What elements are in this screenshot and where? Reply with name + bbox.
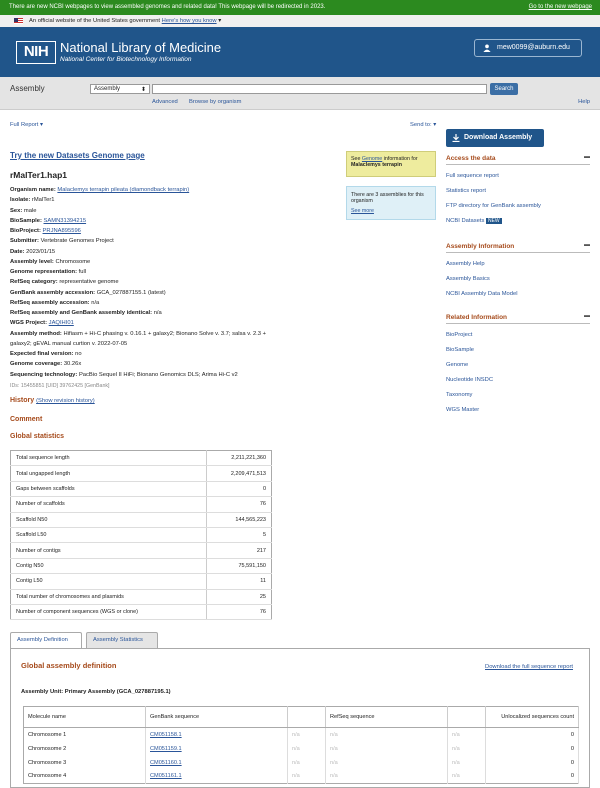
field-label: Expected final version: [10,351,74,357]
refseq-cell: n/a [326,756,448,770]
assembly-unit-title: Assembly Unit: Primary Assembly (GCA_027887195.1) [21,689,171,695]
see-more-link[interactable]: See more [351,208,374,214]
search-db-label: Assembly [10,84,45,93]
stat-label: Total ungapped length [11,466,207,481]
genbank-accession-link[interactable]: CM051159.1 [150,745,182,752]
assemblies-count-text: There are 3 assemblies for this organism [351,192,424,204]
history-heading: History (Show revision history) [10,397,95,404]
gov-text: An official website of the United States government [29,18,161,24]
show-revision-history-link[interactable]: (Show revision history) [36,398,95,404]
field-label: Assembly level: [10,258,54,265]
stat-value: 5 [207,527,272,542]
sidebar-item-full-sequence-report[interactable]: Full sequence report [446,173,499,179]
sidebar-item-ncbi-datasets[interactable]: NCBI Datasets NEW [446,218,500,224]
field-label: RefSeq assembly and GenBank assembly identical: [10,310,153,316]
search-input[interactable] [152,84,487,94]
stat-row [11,558,272,573]
field-row [10,227,81,235]
field-value: n/a [153,310,162,316]
stat-label: Scaffold N50 [11,512,207,527]
field-value: 30.26x [63,361,82,368]
sidebar-item-genome[interactable]: Genome [446,362,469,368]
user-email: mew0099@auburn.edu [497,44,570,51]
field-row [10,299,99,307]
stat-label: Scaffold L50 [11,527,207,542]
stat-value: 2,209,471,513 [207,466,272,481]
sidebar-item-bioproject[interactable]: BioProject [446,332,473,338]
stat-row [11,451,272,466]
stat-row [11,604,272,619]
stat-row [11,574,272,589]
new-webpage-link[interactable]: Go to the new webpage [528,4,592,10]
stat-label: Total sequence length [11,451,207,466]
unlocalized-count: 0 [486,756,579,770]
field-value-link[interactable]: JAQIHI01 [48,320,74,327]
field-row [10,217,86,225]
stat-value: 76 [207,497,272,512]
na-cell: n/a [448,770,486,784]
field-value: Chromosome [55,258,91,265]
sidebar-item-assembly-help[interactable]: Assembly Help [446,261,485,267]
field-value: galaxy2; gEVAL manual curtion v. 2022-07-05 [10,340,128,347]
stat-value: 2,211,221,360 [207,451,272,466]
tab-assembly-definition[interactable]: Assembly Definition [10,632,82,649]
comment-heading: Comment [10,416,43,423]
field-label: BioSample: [10,217,42,224]
stat-value: 0 [207,481,272,496]
us-flag-icon [14,18,23,24]
access-data-title: Access the data [446,155,496,162]
unlocalized-count: 0 [486,728,579,742]
genbank-accession-link[interactable]: CM051160.1 [150,759,182,766]
field-value: n/a [91,299,100,306]
stat-value: 144,565,223 [207,512,272,527]
field-row [10,186,189,194]
field-row [10,289,166,297]
stat-row [11,466,272,481]
sidebar-item-taxonomy[interactable]: Taxonomy [446,392,473,398]
field-label: Sex: [10,207,23,214]
sidebar-item-statistics-report[interactable]: Statistics report [446,188,486,194]
genbank-accession-cell [146,742,288,756]
field-value: representative genome [59,279,119,286]
na-cell: n/a [448,756,486,770]
field-row [10,309,162,317]
stat-label: Total number of chromosomes and plasmids [11,589,207,604]
field-label: BioProject: [10,228,41,234]
send-to-dropdown[interactable]: Send to: ▾ [410,122,437,128]
assemblies-info-box [346,186,436,220]
chevron-down-icon: ⬍ [140,87,146,93]
column-header-molecule: Molecule name [24,707,146,728]
field-row [10,207,36,215]
collapse-icon[interactable]: ▬ [584,313,590,319]
field-value: GCA_027887155.1 (latest) [96,289,166,296]
molecule-name: Chromosome 1 [24,728,146,742]
field-row [10,330,266,338]
na-cell: n/a [288,742,326,756]
sidebar-item-wgs-master[interactable]: WGS Master [446,407,480,413]
global-statistics-table [10,450,272,620]
browse-by-organism-link[interactable]: Browse by organism [189,99,242,105]
field-label: RefSeq assembly accession: [10,299,90,306]
new-badge: NEW [487,218,500,224]
molecule-row [24,728,579,742]
column-header-blank [448,707,486,728]
related-information-section [446,314,590,418]
collapse-icon[interactable]: ▬ [584,242,590,248]
genbank-accession-link[interactable]: CM051161.1 [150,773,182,780]
stat-label: Gaps between scaffolds [11,481,207,496]
help-link[interactable]: Help [578,99,590,105]
sidebar-item-biosample[interactable]: BioSample [446,347,475,353]
field-label: Organism name: [10,187,56,193]
field-label: Isolate: [10,197,31,204]
field-label: Submitter: [10,238,39,245]
stat-row [11,512,272,527]
na-cell: n/a [288,770,326,784]
assembly-information-title: Assembly Information [446,243,515,250]
field-label: Date: [10,248,25,255]
field-label: Genome coverage: [10,361,63,368]
column-header-blank [288,707,326,728]
stat-value: 75,591,150 [207,558,272,573]
field-row [10,371,238,379]
search-bar [0,77,600,110]
genbank-accession-cell [146,728,288,742]
advanced-search-link[interactable]: Advanced [152,99,178,105]
stat-row [11,497,272,512]
related-information-title: Related Information [446,314,508,321]
molecule-name: Chromosome 3 [24,756,146,770]
molecule-row [24,756,579,770]
field-row [10,258,90,266]
field-label: Sequencing technology: [10,371,78,378]
field-value: male [23,207,37,214]
assembly-definition-panel [10,648,590,788]
na-cell: n/a [448,742,486,756]
field-label: WGS Project: [10,320,48,327]
field-label: Assembly method: [10,330,62,337]
field-label: RefSeq category: [10,279,58,286]
global-statistics-heading: Global statistics [10,433,65,440]
field-row [10,278,119,286]
search-button[interactable]: Search [490,83,518,95]
sidebar-item-nucleotide[interactable]: Nucleotide INSDC [446,377,494,383]
column-header-unlocalized: Unlocalized sequences count [486,707,579,728]
field-row [10,340,127,348]
download-icon [452,134,460,142]
field-value: Vertebrate Genomes Project [40,238,114,245]
try-datasets-link[interactable]: Try the new Datasets Genome page [10,151,145,160]
collapse-icon[interactable]: ▬ [584,154,590,160]
nih-logo[interactable]: NIH [16,41,56,64]
sidebar-item-assembly-basics[interactable]: Assembly Basics [446,276,490,282]
stat-value: 217 [207,543,272,558]
stat-label: Number of scaffolds [11,497,207,512]
field-value: PacBio Sequel II HiFi; Bionano Genomics DLS; Arima Hi-C v2 [78,371,238,378]
download-sequence-report-link[interactable]: Download the full sequence report [485,664,573,670]
site-subtitle: National Center for Biotechnology Information [60,56,192,63]
stat-label: Number of component sequences (WGS or clone) [11,604,207,619]
molecule-row [24,770,579,784]
gov-banner: An official website of the United States government Here's how you know ▾ [0,15,600,27]
site-header [0,27,600,77]
genome-link[interactable]: Genome [361,156,383,162]
stat-row [11,589,272,604]
refseq-cell: n/a [326,728,448,742]
field-value-link[interactable]: Malaclemys terrapin pileata (diamondback terrapin) [57,187,190,193]
na-cell: n/a [288,756,326,770]
stat-label: Number of contigs [11,543,207,558]
column-header-genbank: GenBank sequence [146,707,288,728]
full-report-dropdown[interactable]: Full Report ▾ [10,122,43,128]
stat-row [11,527,272,542]
stat-label: Contig L50 [11,574,207,589]
user-account-button[interactable] [474,39,582,57]
genome-info-box: See Genome information for Malaclemys terrapin [346,151,436,177]
banner-message: There are new NCBI webpages to view assembled genomes and related data! This webpage will be redirected in 2023. [9,4,326,10]
field-value: full [78,269,87,275]
unlocalized-count: 0 [486,742,579,756]
sidebar-item-data-model[interactable]: NCBI Assembly Data Model [446,291,518,297]
stat-label: Contig N50 [11,558,207,573]
field-row [10,268,86,276]
field-value: rMalTer1 [31,197,55,204]
stat-value: 25 [207,589,272,604]
sidebar-item-ftp-directory[interactable]: FTP directory for GenBank assembly [446,203,541,209]
stat-row [11,543,272,558]
field-value: no [75,351,82,357]
genbank-accession-cell [146,756,288,770]
assembly-information-section [446,243,590,302]
field-value-link[interactable]: PRJNA895596 [42,228,81,234]
genbank-accession-cell [146,770,288,784]
field-value: Hifiasm + Hi-C phasing v. 0.16.1 + galaxy2; Bionano Solve v. 3.7; salsa v. 2.3 + [63,330,267,337]
na-cell: n/a [448,728,486,742]
ids-line: IDs: 15455851 [UID] 39762425 [GenBank] [10,383,110,389]
refseq-cell: n/a [326,742,448,756]
molecule-table [23,706,579,784]
database-select[interactable]: Assembly ⬍ [90,84,150,94]
stat-value: 76 [207,604,272,619]
molecule-row [24,742,579,756]
heres-how-link[interactable]: Here's how you know [161,18,217,24]
refseq-cell: n/a [326,770,448,784]
stat-value: 11 [207,574,272,589]
assembly-name: rMalTer1.hap1 [10,170,68,180]
download-assembly-button[interactable]: Download Assembly [446,129,544,147]
field-row [10,248,55,256]
na-cell: n/a [288,728,326,742]
column-header-refseq: RefSeq sequence [326,707,448,728]
tab-assembly-statistics[interactable]: Assembly Statistics [86,632,158,649]
genbank-accession-link[interactable]: CM051158.1 [150,731,182,738]
field-row [10,360,81,368]
user-icon [483,44,491,52]
molecule-name: Chromosome 4 [24,770,146,784]
global-assembly-definition-title: Global assembly definition [21,661,117,670]
field-row [10,319,74,327]
access-data-section [446,155,590,229]
site-title[interactable]: National Library of Medicine [60,40,222,55]
field-row [10,196,54,204]
field-value: 2023/01/15 [26,248,56,255]
stat-row [11,481,272,496]
field-row [10,237,114,245]
field-row [10,350,82,358]
genome-organism: Malaclemys terrapin [351,162,402,168]
field-label: GenBank assembly accession: [10,289,96,296]
field-label: Genome representation: [10,269,78,275]
field-value-link[interactable]: SAMN31394215 [43,217,87,224]
redirect-banner [0,0,600,15]
molecule-name: Chromosome 2 [24,742,146,756]
unlocalized-count: 0 [486,770,579,784]
